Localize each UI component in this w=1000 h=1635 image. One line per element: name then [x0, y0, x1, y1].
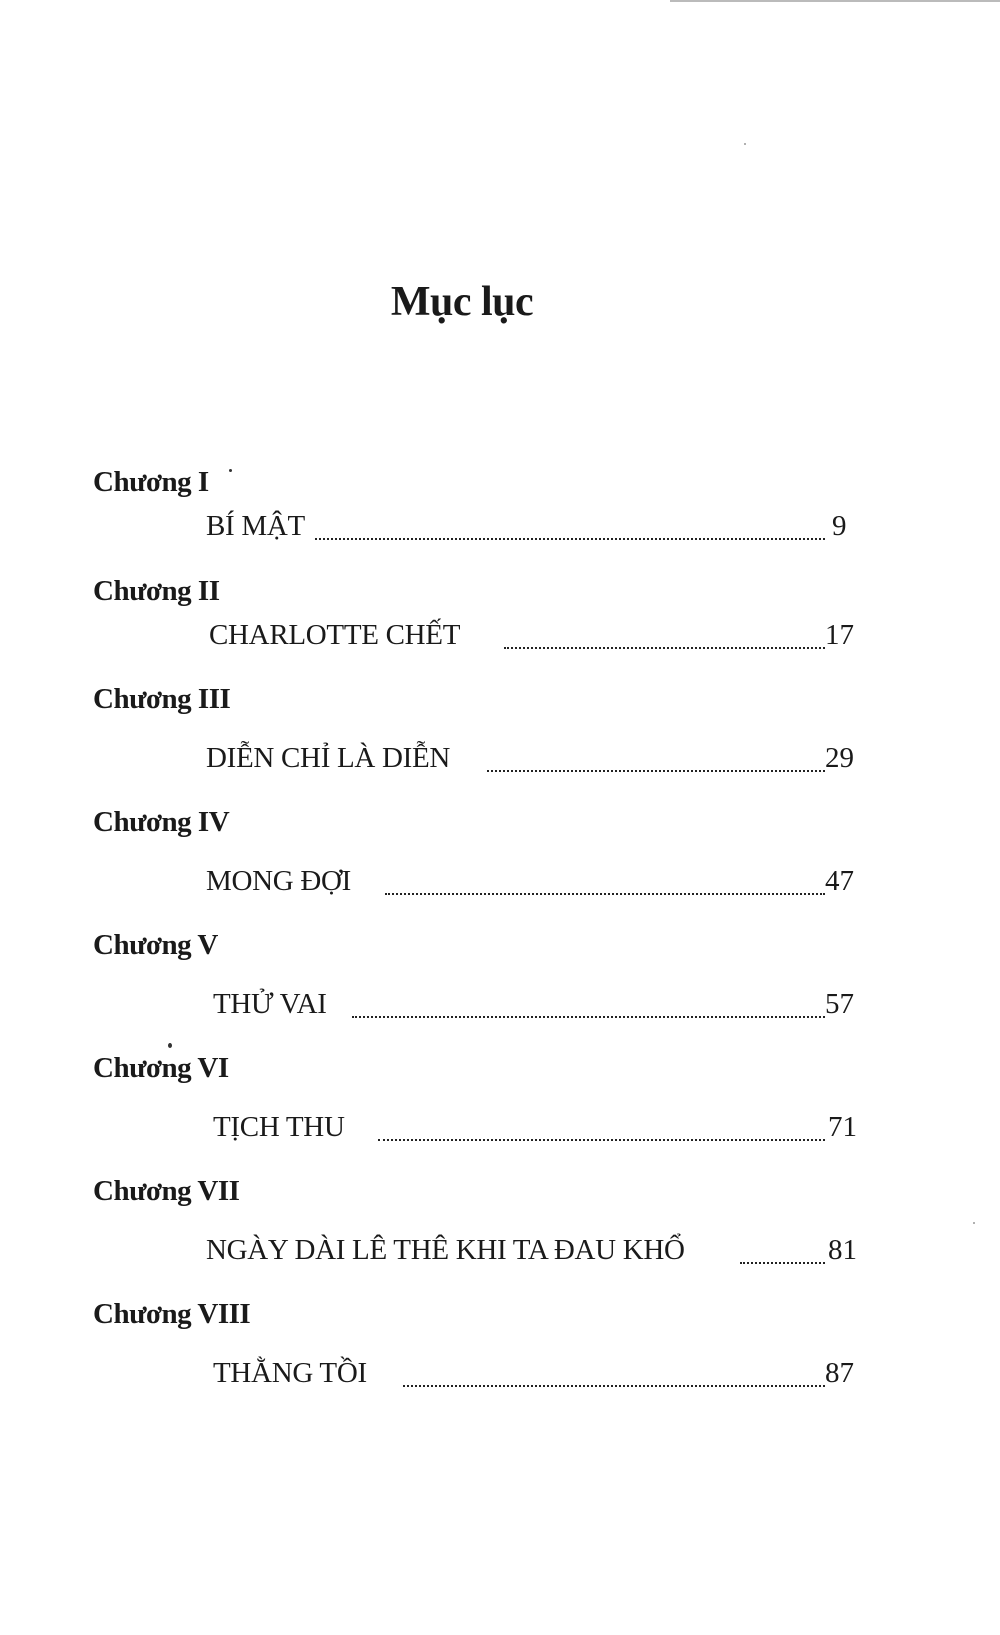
- toc-entry: [0, 865, 1000, 905]
- page-number: 17: [825, 619, 854, 651]
- chapter-title: DIỄN CHỈ LÀ DIỄN: [206, 742, 451, 774]
- dot-leader: [378, 1139, 825, 1141]
- chapter-title: MONG ĐỢI: [206, 865, 352, 897]
- page-title: Mục lục: [390, 279, 534, 325]
- dot-leader: [315, 538, 825, 540]
- chapter-label: Chương V: [93, 929, 218, 961]
- page-number: 47: [825, 865, 854, 897]
- toc-entry: [0, 988, 1000, 1028]
- page-number: 87: [825, 1357, 854, 1389]
- scan-edge-line: [670, 0, 1000, 2]
- chapter-label: Chương I: [93, 466, 209, 498]
- dot-leader: [403, 1385, 825, 1387]
- chapter-label: Chương VI: [93, 1052, 229, 1084]
- page-number: 71: [828, 1111, 857, 1143]
- page-number: 57: [825, 988, 854, 1020]
- chapter-label: Chương II: [93, 575, 220, 607]
- chapter-title: TỊCH THU: [213, 1111, 345, 1143]
- chapter-title: NGÀY DÀI LÊ THÊ KHI TA ĐAU KHỔ: [206, 1234, 685, 1266]
- page-number: 9: [832, 510, 847, 542]
- chapter-label: Chương IV: [93, 806, 230, 838]
- dot-leader: [487, 770, 825, 772]
- scan-speck: [744, 143, 746, 145]
- toc-entry: [0, 1234, 1000, 1274]
- chapter-title: BÍ MẬT: [206, 510, 305, 542]
- toc-entry: [0, 619, 1000, 659]
- chapter-label: Chương VII: [93, 1175, 240, 1207]
- page-number: 29: [825, 742, 854, 774]
- toc-entry: [0, 510, 1000, 550]
- toc-entry: [0, 1111, 1000, 1151]
- dot-leader: [740, 1262, 825, 1264]
- chapter-label: Chương III: [93, 683, 231, 715]
- chapter-title: THẰNG TỒI: [213, 1357, 367, 1389]
- chapter-title: CHARLOTTE CHẾT: [209, 619, 461, 651]
- page-number: 81: [828, 1234, 857, 1266]
- chapter-title: THỬ VAI: [213, 988, 327, 1020]
- scan-speck: [168, 1043, 172, 1048]
- scan-speck: [973, 1222, 975, 1224]
- scan-speck: [229, 469, 232, 472]
- chapter-label: Chương VIII: [93, 1298, 251, 1330]
- toc-entry: [0, 1357, 1000, 1397]
- toc-entry: [0, 742, 1000, 782]
- dot-leader: [385, 893, 825, 895]
- dot-leader: [352, 1016, 825, 1018]
- dot-leader: [504, 647, 825, 649]
